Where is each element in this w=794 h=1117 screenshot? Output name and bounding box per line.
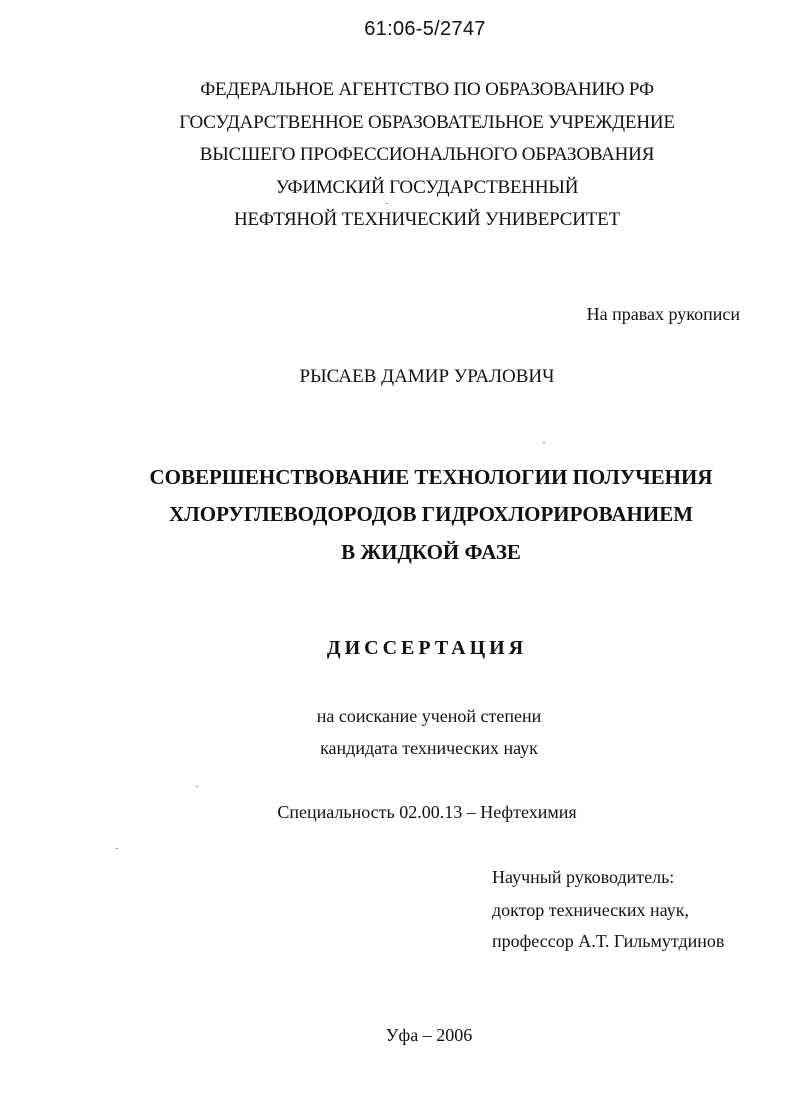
organization-line-3: ВЫСШЕГО ПРОФЕССИОНАЛЬНОГО ОБРАЗОВАНИЯ [199, 144, 655, 165]
scan-speck [543, 442, 545, 443]
supervisor-name: профессор А.Т. Гильмутдинов [492, 931, 725, 951]
degree-line-1: на соискание ученой степени [316, 706, 542, 726]
scan-speck [386, 203, 388, 204]
organization-line-4: УФИМСКИЙ ГОСУДАРСТВЕННЫЙ [275, 177, 579, 198]
supervisor-label: Научный руководитель: [492, 867, 675, 887]
author-name: РЫСАЕВ ДАМИР УРАЛОВИЧ [299, 366, 555, 387]
thesis-title-line-1: СОВЕРШЕНСТВОВАНИЕ ТЕХНОЛОГИИ ПОЛУЧЕНИЯ [149, 465, 713, 489]
scan-speck [116, 848, 118, 849]
specialty: Специальность 02.00.13 – Нефтехимия [277, 802, 577, 822]
catalog-number: 61:06-5/2747 [364, 18, 486, 40]
degree-line-2: кандидата технических наук [320, 738, 538, 758]
scan-speck [196, 786, 198, 787]
thesis-title-line-2: ХЛОРУГЛЕВОДОРОДОВ ГИДРОХЛОРИРОВАНИЕМ [168, 502, 694, 526]
document-type: ДИССЕРТАЦИЯ [326, 637, 528, 659]
thesis-title-line-3: В ЖИДКОЙ ФАЗЕ [341, 540, 521, 564]
organization-line-5: НЕФТЯНОЙ ТЕХНИЧЕСКИЙ УНИВЕРСИТЕТ [234, 209, 620, 230]
organization-line-2: ГОСУДАРСТВЕННОЕ ОБРАЗОВАТЕЛЬНОЕ УЧРЕЖДЕНИЕ [179, 112, 675, 133]
organization-line-1: ФЕДЕРАЛЬНОЕ АГЕНТСТВО ПО ОБРАЗОВАНИЮ РФ [200, 79, 654, 100]
supervisor-degree: доктор технических наук, [492, 900, 689, 920]
manuscript-note: На правах рукописи [586, 304, 740, 324]
place-year: Уфа – 2006 [385, 1025, 473, 1045]
